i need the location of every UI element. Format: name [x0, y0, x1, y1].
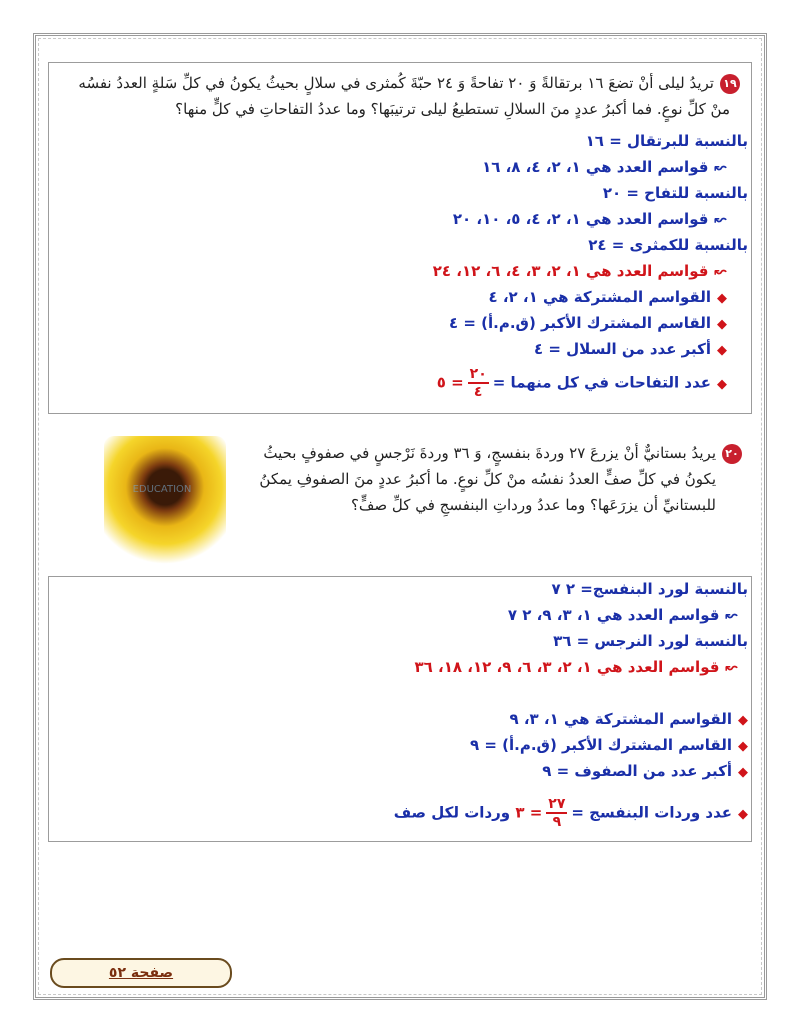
apples-per-basket: ◆عدد التفاحات في كل منهما = $\frac{٢٠}{٤}$ = ٥	[436, 366, 727, 400]
problem-20-text: ٢٠يريدُ بستانيٌّ أنْ يزرعَ ٢٧ وردةَ بنفسجٍ، وَ ٣٦ وردةَ نَرْجسٍ في صفوفٍ بحيثُ يكونُ في كلِّ صفٍّ العددُ نفسُه منْ كلِّ نوعٍ. ما أكبرُ عددٍ منَ الصفوفِ يمكنُ للبستانيِّ أن يزرَعَها؟ وما عددُ ورداتِ البنفسجِ في كلِّ صفٍّ؟	[252, 440, 742, 518]
common-divisors-20: ◆القواسم المشتركة هي ١، ٣، ٩	[509, 710, 748, 728]
problem-number-badge: ١٩	[720, 74, 740, 94]
apple-divisors: ↜قواسم العدد هي ١، ٢، ٤، ٥، ١٠، ٢٠	[452, 210, 727, 228]
gcf: ◆القاسم المشترك الأكبر (ق.م.أ) = ٤	[449, 314, 727, 332]
gcf-20: ◆القاسم المشترك الأكبر (ق.م.أ) = ٩	[470, 736, 748, 754]
diamond-icon: ◆	[717, 376, 727, 392]
diamond-icon: ◆	[717, 317, 727, 332]
image-watermark: EDUCATION	[132, 484, 192, 495]
pear-divisors: ↜قواسم العدد هي ١، ٢، ٣، ٤، ٦، ١٢، ٢٤	[432, 262, 727, 280]
orange-count: بالنسبة للبرتقال = ١٦	[585, 132, 748, 150]
arrow-icon: ↜	[714, 210, 727, 228]
apple-count: بالنسبة للتفاح = ٢٠	[602, 184, 748, 202]
diamond-icon: ◆	[717, 291, 727, 306]
problem-number-badge: ٢٠	[722, 444, 742, 464]
pansy-image	[104, 436, 226, 564]
violet-divisors: ↜قواسم العدد هي ١، ٣، ٩، ٢ ٧	[507, 606, 738, 624]
fraction: $\frac{٢٧}{٩}$	[548, 796, 566, 830]
problem-19-text: ١٩تريدُ ليلى أنْ تضعَ ١٦ برتقالةً وَ ٢٠ تفاحةً وَ ٢٤ حبّةَ كُمثرى في سلالٍ بحيثُ يكونُ في كلِّ سَلةٍ العددُ نفسُه منْ كلِّ نوعٍ. فما أكبرُ عددٍ منَ السلالِ تستطيعُ ليلى ترتيبَها؟ وما عددُ التفاحاتِ في كلٍّ منها؟	[60, 70, 740, 122]
common-divisors: ◆القواسم المشتركة هي ١، ٢، ٤	[488, 288, 727, 306]
diamond-icon: ◆	[717, 343, 727, 358]
arrow-icon: ↜	[725, 606, 738, 624]
violet-count: بالنسبة لورد البنفسج= ٢ ٧	[551, 580, 748, 598]
fraction: $\frac{٢٠}{٤}$	[469, 366, 487, 400]
diamond-icon: ◆	[738, 739, 748, 754]
page-number: صفحة ٥٢	[50, 958, 232, 988]
narcissus-count: بالنسبة لورد النرجس = ٣٦	[553, 632, 748, 650]
orange-divisors: ↜قواسم العدد هي ١، ٢، ٤، ٨، ١٦	[482, 158, 727, 176]
diamond-icon: ◆	[738, 765, 748, 780]
arrow-icon: ↜	[725, 658, 738, 676]
max-rows: ◆أكبر عدد من الصفوف = ٩	[542, 762, 748, 780]
arrow-icon: ↜	[714, 158, 727, 176]
narcissus-divisors: ↜قواسم العدد هي ١، ٢، ٣، ٦، ٩، ١٢، ١٨، ٣٦	[414, 658, 738, 676]
violets-per-row: ◆عدد وردات البنفسج = $\frac{٢٧}{٩}$ = ٣ وردات لكل صف	[393, 796, 748, 830]
arrow-icon: ↜	[714, 262, 727, 280]
diamond-icon: ◆	[738, 713, 748, 728]
diamond-icon: ◆	[738, 806, 748, 822]
max-baskets: ◆أكبر عدد من السلال = ٤	[534, 340, 727, 358]
pear-count: بالنسبة للكمثرى = ٢٤	[588, 236, 748, 254]
